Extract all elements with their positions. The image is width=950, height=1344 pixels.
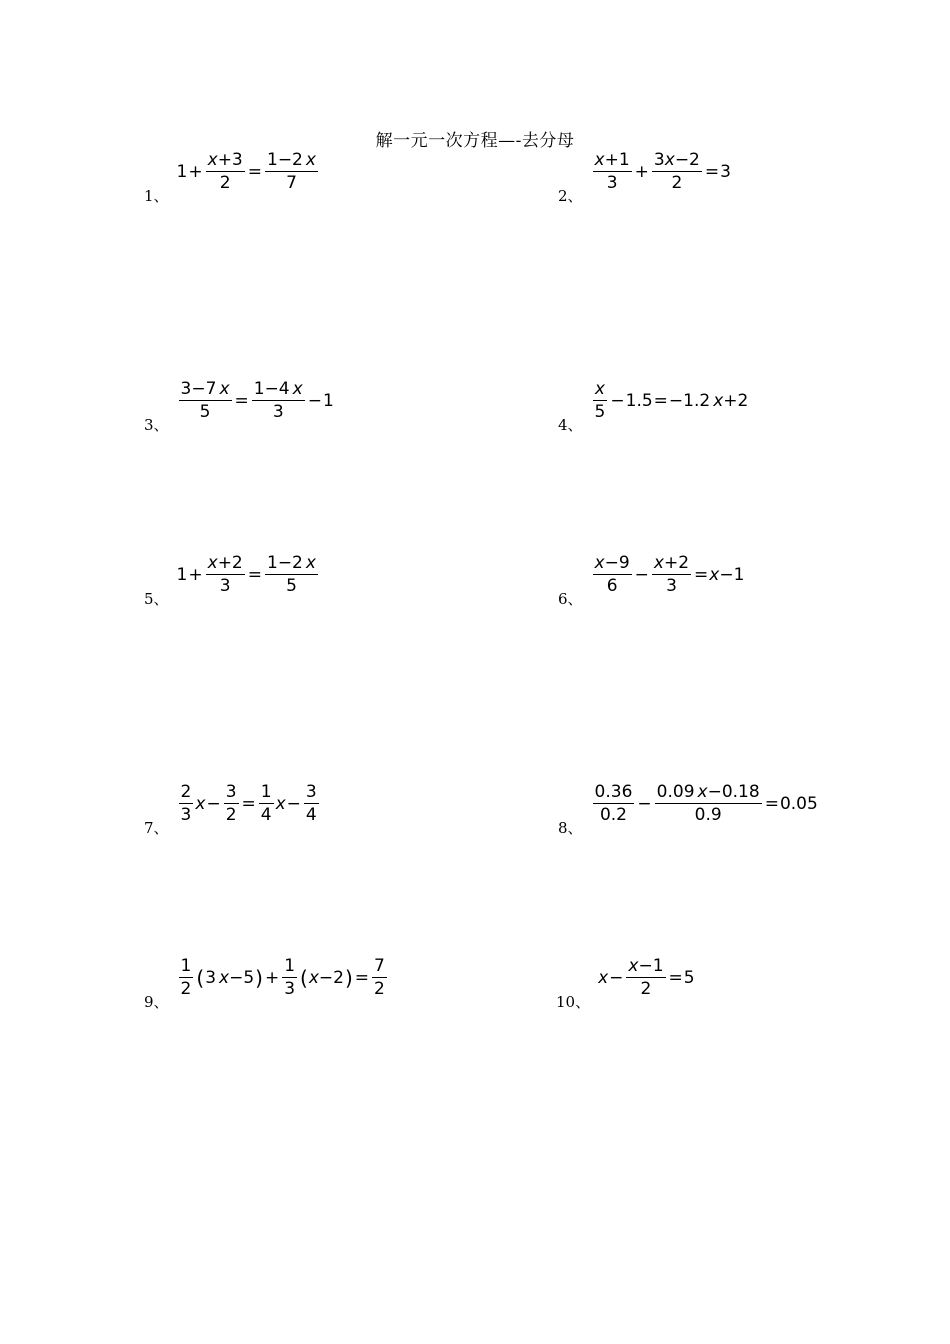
problem-8 [558,782,818,837]
equation: $\frac{1}{2}$ ( 3 x −5 ) + $\frac{1}{3}$ ( x −2 ) = $\frac{7}{2}$ [180,956,385,999]
equation: $\frac{x+1}{3}$ + $\frac{3x-2}{2}$ = 3 [594,150,731,193]
problem-6 [558,553,745,608]
problem-5 [144,553,320,608]
equation: $\frac{x-9}{6}$ − $\frac{x+2}{3}$ = x −1 [594,553,745,596]
problem-3 [144,379,334,434]
problem-7 [144,782,321,837]
problem-10 [556,956,695,1011]
problem-number: 10、 [556,993,591,1011]
problem-number: 7、 [144,819,169,837]
equation: 1 + $\frac{x+2}{3}$ = $\frac{1-2 x}{5}$ [176,553,316,596]
page-title: 解一元一次方程—-去分母 [375,131,575,151]
equation: $\frac{3-7 x}{5}$ = $\frac{1-4 x}{3}$ − 1 [180,379,334,422]
problem-4 [558,379,749,434]
problem-number: 6、 [558,590,583,608]
problem-1 [144,150,320,205]
problem-9 [144,956,389,1011]
equation: 1 + $\frac{x+3}{2}$ = $\frac{1-2 x}{7}$ [176,150,316,193]
equation: $\frac{0.36}{0.2}$ − $\frac{0.09 x-0.18}{0.9}$ = 0.05 [594,782,818,825]
equation: x − $\frac{x-1}{2}$ = 5 [598,956,695,999]
problem-number: 9、 [144,993,169,1011]
problem-2 [558,150,731,205]
problem-number: 2、 [558,187,583,205]
problem-number: 3、 [144,416,169,434]
problem-number: 5、 [144,590,169,608]
problem-number: 4、 [558,416,583,434]
equation: $\frac{x}{5}$ − 1.5 = −1.2 x +2 [594,379,749,422]
problem-number: 1、 [144,187,169,205]
problem-number: 8、 [558,819,583,837]
equation: $\frac{2}{3}$ x − $\frac{3}{2}$ = $\frac{1}{4}$ x − $\frac{3}{4}$ [180,782,317,825]
